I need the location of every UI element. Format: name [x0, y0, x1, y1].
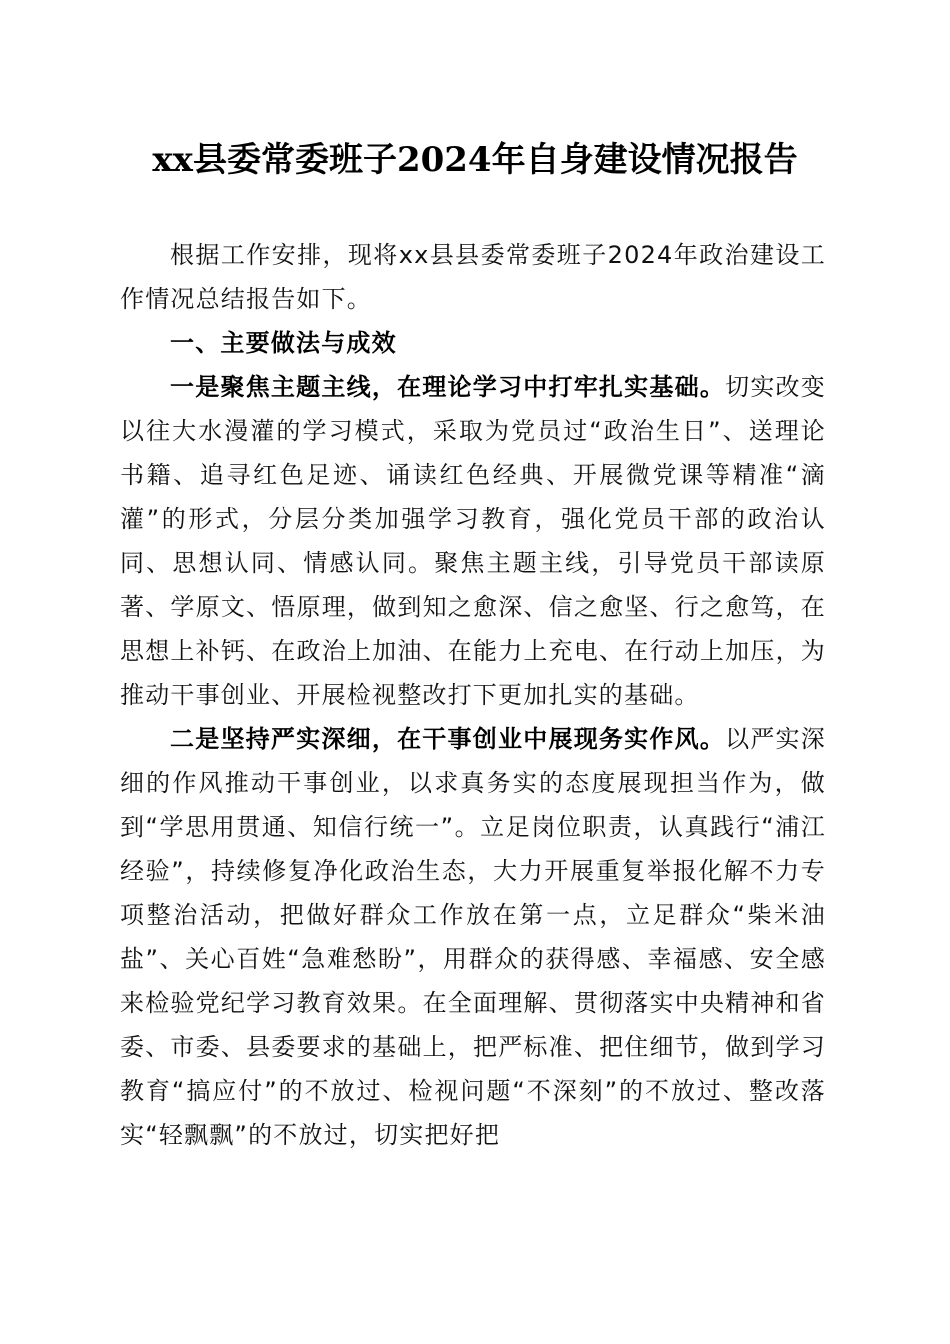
paragraph-2: [120, 717, 826, 1157]
section-heading: 一、主要做法与成效: [170, 329, 397, 357]
paragraph-1: [120, 365, 826, 717]
paragraph-2-text: 以严实深细的作风推动干事创业，以求真务实的态度展现担当作为，做到“学思用贯通、知信行统一”。立足岗位职责，认真践行“浦江经验”，持续修复净化政治生态，大力开展重复举报化解不力专项整治活动，把做好群众工作放在第一点，立足群众“柴米油盐”、关心百姓“急难愁盼”，用群众的获得感、幸福感、安全感来检验党纪学习教育效果。在全面理解、贯彻落实中央精神和省委、市委、县委要求的基础上，把严标准、把住细节，做到学习教育“搞应付”的不放过、检视问题“不深刻”的不放过、整改落实“轻飘飘”的不放过，切实把好把: [120, 725, 826, 1149]
document-title: xx县委常委班子2024年自身建设情况报告: [152, 140, 798, 180]
document-body: [120, 233, 826, 1157]
intro-paragraph: 根据工作安排，现将xx县县委常委班子2024年政治建设工作情况总结报告如下。: [120, 241, 826, 313]
paragraph-2-lead: 二是坚持严实深细，在干事创业中展现务实作风。: [170, 725, 726, 753]
paragraph-1-text: 切实改变以往大水漫灌的学习模式，采取为党员过“政治生日”、送理论书籍、追寻红色足迹、诵读红色经典、开展微党课等精准“滴灌”的形式，分层分类加强学习教育，强化党员干部的政治认同、思想认同、情感认同。聚焦主题主线，引导党员干部读原著、学原文、悟原理，做到知之愈深、信之愈坚、行之愈笃，在思想上补钙、在政治上加油、在能力上充电、在行动上加压，为推动干事创业、开展检视整改打下更加扎实的基础。: [120, 373, 826, 709]
paragraph-1-lead: 一是聚焦主题主线，在理论学习中打牢扎实基础。: [170, 373, 726, 401]
